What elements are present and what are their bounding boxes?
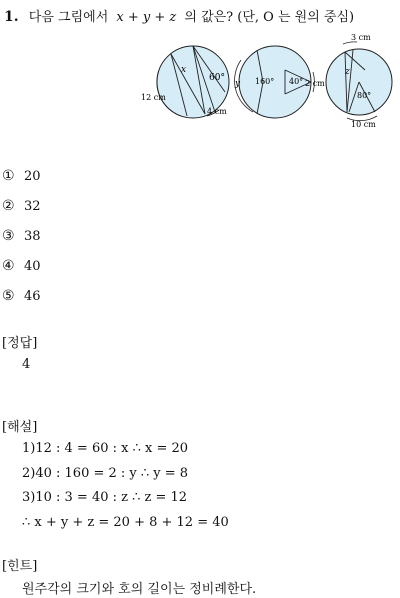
answer-heading: [정답] xyxy=(2,336,38,351)
choice-3-mark: ③ xyxy=(2,228,15,244)
circle-2-big-angle-label: 160° xyxy=(255,77,275,86)
circle-3-top-arc-label: 3 cm xyxy=(351,33,371,42)
choice-4[interactable] xyxy=(2,258,41,274)
circle-2 xyxy=(234,46,325,118)
choice-1[interactable] xyxy=(2,168,41,184)
circle-1-angle-label: 60° xyxy=(209,73,225,83)
circle-1-short-arc-label: 4 cm xyxy=(207,107,227,116)
circle-figures xyxy=(135,30,400,130)
circle-2-y-label: y xyxy=(235,79,241,89)
question-number: 1. xyxy=(4,9,19,25)
explanation-line-3: 3)10 : 3 = 40 : z ∴ z = 12 xyxy=(22,490,188,505)
question-prefix: 다음 그림에서 xyxy=(28,10,109,25)
question-suffix: 의 값은? (단, O 는 원의 중심) xyxy=(184,10,355,25)
hint-heading: [힌트] xyxy=(2,559,38,574)
choice-4-value: 40 xyxy=(24,259,41,274)
circle-3-angle-label: 80° xyxy=(357,91,372,100)
answer-value: 4 xyxy=(22,357,31,372)
circle-1-x-label: x xyxy=(181,65,187,75)
explanation-line-4: ∴ x + y + z = 20 + 8 + 12 = 40 xyxy=(22,515,229,530)
choice-1-mark: ① xyxy=(2,168,15,184)
choice-2-mark: ② xyxy=(2,198,15,214)
circle-3-z-label: z xyxy=(345,67,350,77)
circle-2-small-angle-label: 40° xyxy=(289,77,304,86)
hint-text: 원주각의 크기와 호의 길이는 정비례한다. xyxy=(22,582,257,597)
choice-4-mark: ④ xyxy=(2,258,15,274)
question xyxy=(4,6,354,25)
circle-1 xyxy=(141,46,229,118)
circle-3-bottom-arc-label: 10 cm xyxy=(351,120,376,129)
choice-5-mark: ⑤ xyxy=(2,288,15,304)
choice-3[interactable] xyxy=(2,228,41,244)
choice-2-value: 32 xyxy=(24,199,41,214)
circle-1-long-arc-label: 12 cm xyxy=(141,93,166,102)
circle-2-arc-label: 2 cm xyxy=(305,79,325,88)
explanation-line-2: 2)40 : 160 = 2 : y ∴ y = 8 xyxy=(22,466,189,481)
question-expression: x + y + z xyxy=(116,10,177,25)
choice-5[interactable] xyxy=(2,288,41,304)
circle-3 xyxy=(326,33,392,129)
choice-2[interactable] xyxy=(2,198,41,214)
explanation-line-1: 1)12 : 4 = 60 : x ∴ x = 20 xyxy=(22,441,189,456)
choice-1-value: 20 xyxy=(24,169,41,184)
explanation-heading: [해설] xyxy=(2,420,38,435)
choice-3-value: 38 xyxy=(24,229,41,244)
choice-5-value: 46 xyxy=(24,289,41,304)
